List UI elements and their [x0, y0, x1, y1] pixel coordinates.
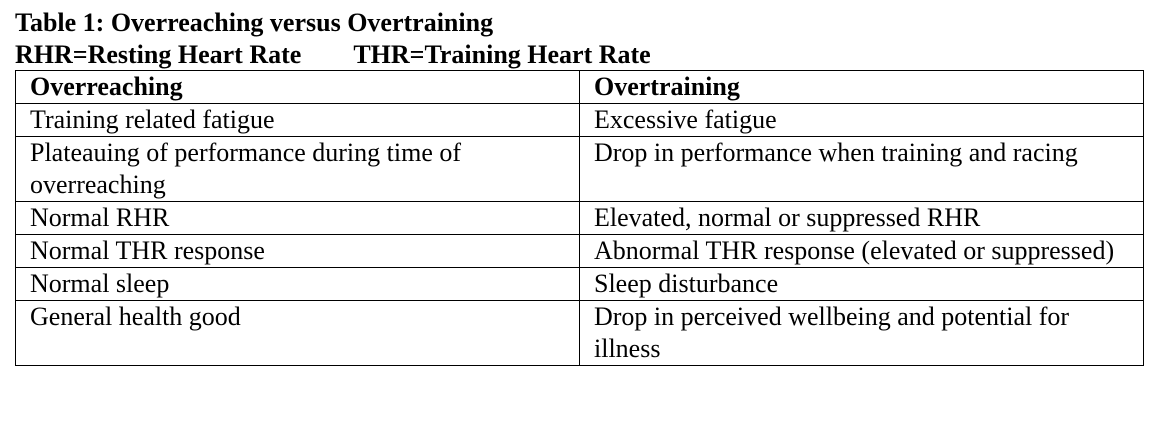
table-row [16, 235, 1144, 268]
column-header-overtraining: Overtraining [580, 71, 1144, 104]
table-title: Table 1: Overreaching versus Overtraining [15, 8, 494, 37]
comparison-table [15, 70, 1144, 366]
abbreviation-rhr: RHR=Resting Heart Rate [15, 40, 302, 69]
table-row [16, 268, 1144, 301]
table-cell: Normal RHR [16, 202, 580, 235]
table-cell: General health good [16, 301, 580, 366]
table-row [16, 137, 1144, 202]
abbreviation-thr: THR=Training Heart Rate [353, 40, 651, 69]
abbreviation-legend [15, 40, 1145, 70]
table-cell: Drop in performance when training and racing [580, 137, 1144, 202]
table-cell: Sleep disturbance [580, 268, 1144, 301]
table-cell: Drop in perceived wellbeing and potential for illness [580, 301, 1144, 366]
table-row [16, 202, 1144, 235]
table-cell: Plateauing of performance during time of overreaching [16, 137, 580, 202]
table-header-row [16, 71, 1144, 104]
table-row [16, 104, 1144, 137]
table-cell: Elevated, normal or suppressed RHR [580, 202, 1144, 235]
document [15, 8, 1145, 366]
table-cell: Excessive fatigue [580, 104, 1144, 137]
table-cell: Abnormal THR response (elevated or suppressed) [580, 235, 1144, 268]
table-cell: Normal THR response [16, 235, 580, 268]
column-header-overreaching: Overreaching [16, 71, 580, 104]
table-cell: Normal sleep [16, 268, 580, 301]
table-row [16, 301, 1144, 366]
table-cell: Training related fatigue [16, 104, 580, 137]
